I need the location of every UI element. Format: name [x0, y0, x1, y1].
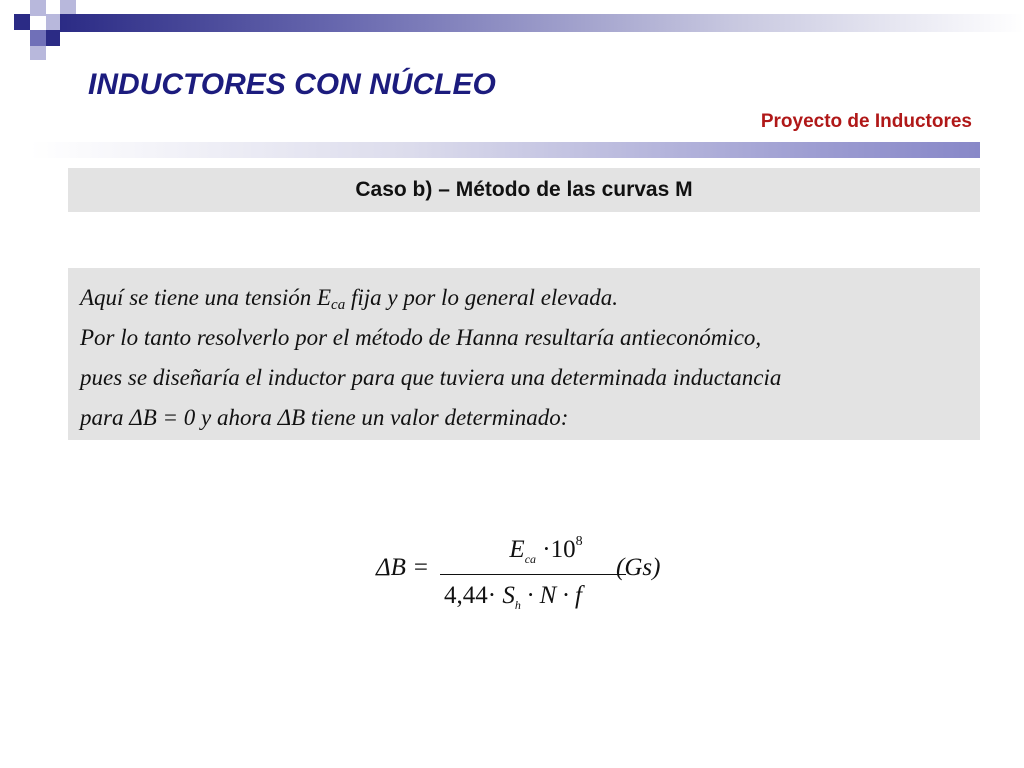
deco-square	[30, 0, 46, 16]
deco-square	[46, 14, 60, 30]
case-heading-box	[68, 168, 980, 212]
text-line-1	[80, 278, 968, 318]
formula-numerator	[476, 534, 616, 567]
fraction-bar	[440, 574, 626, 575]
deco-square	[30, 30, 46, 46]
formula-units: (Gs)	[616, 554, 661, 581]
formula-denominator	[444, 582, 582, 613]
formula-num-var: E	[509, 536, 525, 563]
text-line-1-sub: ca	[331, 297, 346, 313]
deco-square	[46, 30, 60, 46]
deco-square	[60, 0, 76, 14]
text-line-4: para ΔB = 0 y ahora ΔB tiene un valor determinado:	[80, 405, 569, 430]
slide-title: INDUCTORES CON NÚCLEO	[88, 68, 496, 101]
formula-lhs: ΔB =	[376, 554, 430, 581]
deco-square	[30, 46, 46, 60]
text-line-1b: fija y por lo general elevada.	[345, 285, 618, 310]
delta-b-formula	[376, 532, 696, 622]
header-gradient-band	[60, 14, 1024, 32]
formula-den-b: · N · f	[520, 582, 582, 609]
formula-num-exp: 8	[575, 534, 583, 549]
deco-square	[14, 14, 30, 30]
project-label: Proyecto de Inductores	[760, 111, 972, 132]
formula-den-a: 4,44·	[444, 582, 503, 609]
formula-den-S: S	[502, 582, 515, 609]
formula-num-sub: ca	[524, 552, 537, 566]
text-line-3: pues se diseñaría el inductor para que tuviera una determinada inductancia	[80, 365, 782, 390]
text-line-1a: Aquí se tiene una tensión E	[80, 285, 332, 310]
text-line-2: Por lo tanto resolverlo por el método de Hanna resultaría antieconómico,	[80, 325, 762, 350]
formula-num-mid: ·10	[536, 536, 576, 563]
divider-gradient-band	[30, 142, 980, 158]
formula-den-sub: h	[514, 598, 521, 612]
explanation-box	[68, 268, 980, 440]
case-title: Caso b) – Método de las curvas M	[355, 178, 693, 201]
